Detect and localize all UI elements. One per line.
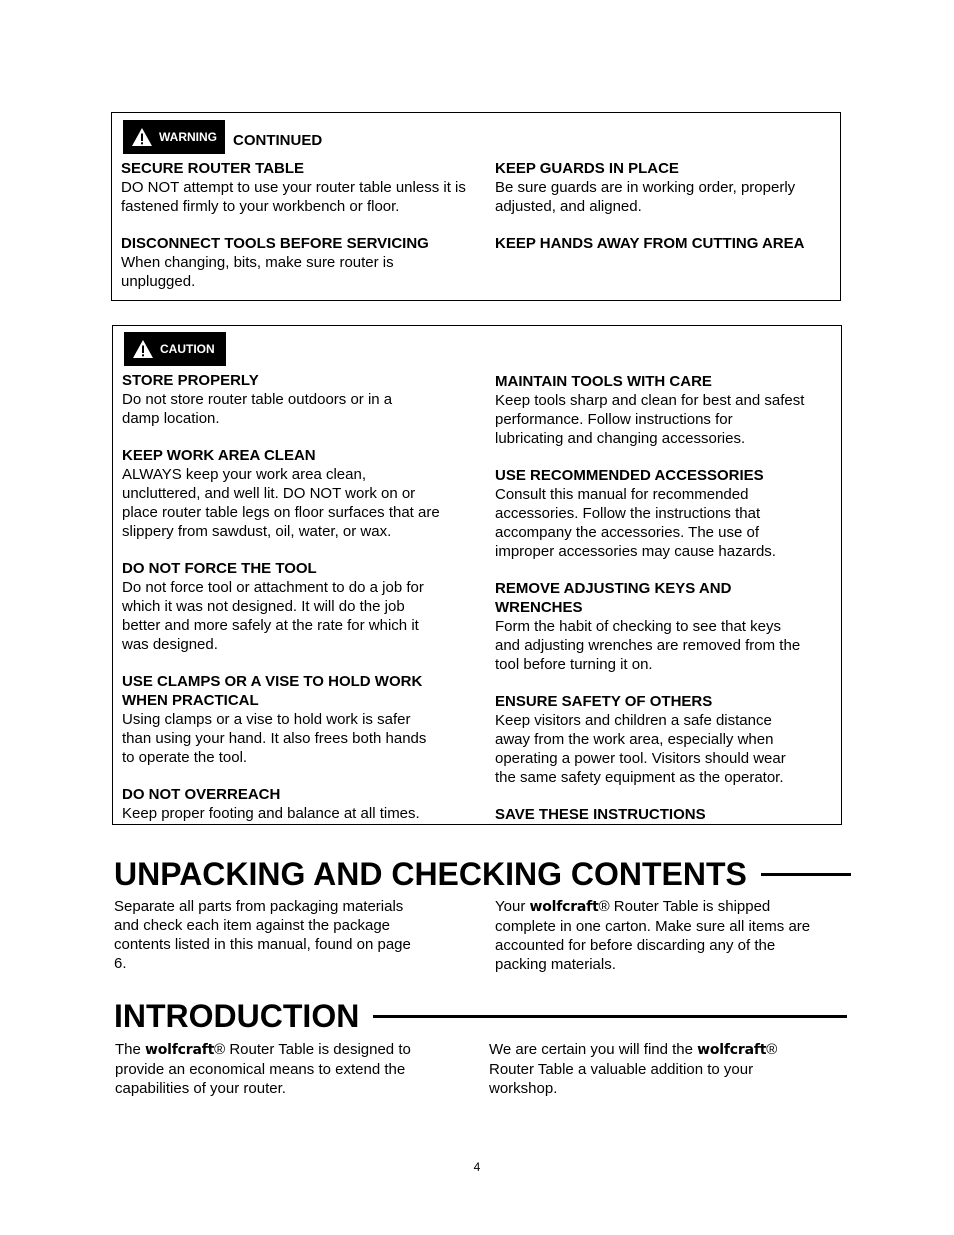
section-title: DO NOT FORCE THE TOOL bbox=[122, 560, 317, 577]
section-title: KEEP WORK AREA CLEAN bbox=[122, 447, 316, 464]
caution-section bbox=[122, 785, 440, 823]
caution-box bbox=[112, 325, 842, 825]
unpacking-right-text bbox=[495, 897, 820, 974]
heading-rule bbox=[761, 873, 851, 876]
unpacking-heading bbox=[114, 856, 851, 892]
warning-left-column bbox=[121, 159, 471, 309]
caution-triangle-icon bbox=[132, 339, 154, 359]
caution-section bbox=[495, 805, 805, 824]
text-fragment: ® Router Table is shipped complete in one carton. Make sure all items are accounted for before discarding any of the packing materials. bbox=[495, 898, 811, 973]
caution-section bbox=[122, 672, 440, 767]
caution-section bbox=[495, 579, 805, 674]
section-body: Keep proper footing and balance at all times. bbox=[122, 805, 420, 822]
text-fragment: ® Router Table is designed to provide an economical means to extend the capabilities of your router. bbox=[115, 1041, 411, 1097]
caution-section bbox=[495, 466, 805, 561]
unpacking-left-text: Separate all parts from packaging materials and check each item against the package contents listed in this manual, found on page 6. bbox=[114, 898, 411, 972]
caution-section bbox=[122, 559, 440, 654]
section-title: USE CLAMPS OR A VISE TO HOLD WORK WHEN PRACTICAL bbox=[122, 673, 423, 709]
section-title: MAINTAIN TOOLS WITH CARE bbox=[495, 373, 712, 390]
section-title: KEEP HANDS AWAY FROM CUTTING AREA bbox=[495, 235, 805, 252]
warning-section bbox=[495, 234, 835, 253]
text-fragment: The bbox=[115, 1041, 146, 1058]
text-fragment: We are certain you will find the bbox=[489, 1041, 698, 1058]
section-body: Keep visitors and children a safe distance away from the work area, especially when operating a power tool. Visitors should wear the same safety equipment as the operator. bbox=[495, 712, 786, 786]
caution-left-column bbox=[122, 371, 440, 841]
text-fragment: ® Router Table a valuable addition to your workshop. bbox=[489, 1041, 778, 1097]
caution-section bbox=[122, 371, 440, 428]
caution-right-column bbox=[495, 372, 805, 842]
caution-section bbox=[495, 372, 805, 448]
section-title: SECURE ROUTER TABLE bbox=[121, 160, 305, 177]
warning-continued: CONTINUED bbox=[233, 132, 323, 149]
section-body: DO NOT attempt to use your router table unless it is fastened firmly to your workbench or floor. bbox=[121, 179, 466, 215]
section-title: REMOVE ADJUSTING KEYS AND WRENCHES bbox=[495, 580, 732, 616]
warning-triangle-icon bbox=[131, 127, 153, 147]
section-body: Form the habit of checking to see that keys and adjusting wrenches are removed from the tool before turning it on. bbox=[495, 618, 801, 673]
section-title: DISCONNECT TOOLS BEFORE SERVICING bbox=[121, 235, 429, 252]
section-title: SAVE THESE INSTRUCTIONS bbox=[495, 806, 706, 823]
section-body: Keep tools sharp and clean for best and safest performance. Follow instructions for lubricating and changing accessories. bbox=[495, 392, 805, 447]
unpacking-heading-text: UNPACKING AND CHECKING CONTENTS bbox=[114, 856, 747, 892]
warning-section bbox=[121, 159, 471, 216]
section-title: ENSURE SAFETY OF OTHERS bbox=[495, 693, 713, 710]
caution-section bbox=[122, 446, 440, 541]
page-number: 4 bbox=[473, 1160, 481, 1174]
section-title: USE RECOMMENDED ACCESSORIES bbox=[495, 467, 764, 484]
introduction-left-text bbox=[115, 1040, 435, 1098]
introduction-right-text bbox=[489, 1040, 809, 1098]
section-body: Do not force tool or attachment to do a job for which it was not designed. It will do the job better and more safely at the rate for which it was designed. bbox=[122, 579, 424, 653]
section-body: Do not store router table outdoors or in a damp location. bbox=[122, 391, 393, 427]
section-title: DO NOT OVERREACH bbox=[122, 786, 281, 803]
caution-badge bbox=[124, 332, 226, 366]
brand-name: wolfcraft bbox=[145, 1042, 215, 1058]
section-body: ALWAYS keep your work area clean, uncluttered, and well lit. DO NOT work on or place router table legs on floor surfaces that are slippery from sawdust, oil, water, or wax. bbox=[122, 466, 440, 540]
section-body: Using clamps or a vise to hold work is safer than using your hand. It also frees both hands to operate the tool. bbox=[122, 711, 427, 766]
heading-rule bbox=[373, 1015, 847, 1018]
section-body: Be sure guards are in working order, properly adjusted, and aligned. bbox=[495, 179, 796, 215]
caution-badge-label: CAUTION bbox=[160, 342, 215, 356]
section-body: Consult this manual for recommended accessories. Follow the instructions that accompany the accessories. The use of improper accessories may cause hazards. bbox=[495, 486, 776, 560]
warning-box bbox=[111, 112, 841, 301]
section-body: When changing, bits, make sure router is unplugged. bbox=[121, 254, 394, 290]
brand-name: wolfcraft bbox=[697, 1042, 767, 1058]
section-title: STORE PROPERLY bbox=[122, 372, 259, 389]
warning-section bbox=[121, 234, 471, 291]
brand-name: wolfcraft bbox=[529, 899, 599, 915]
warning-badge-label: WARNING bbox=[159, 130, 217, 144]
warning-badge bbox=[123, 120, 225, 154]
text-fragment: Your bbox=[495, 898, 530, 915]
introduction-heading-text: INTRODUCTION bbox=[114, 998, 360, 1034]
section-title: KEEP GUARDS IN PLACE bbox=[495, 160, 679, 177]
warning-right-column bbox=[495, 159, 835, 271]
introduction-heading bbox=[114, 998, 847, 1034]
warning-section bbox=[495, 159, 835, 216]
caution-section bbox=[495, 692, 805, 787]
